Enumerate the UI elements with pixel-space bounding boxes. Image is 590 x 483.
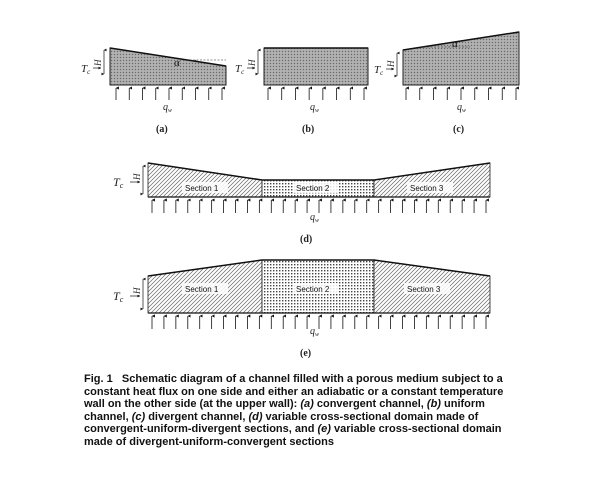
panel-c <box>374 32 519 135</box>
panel-d <box>113 163 490 245</box>
section-3-label-e: Section 3 <box>407 285 441 294</box>
h-label-b: H <box>247 59 257 66</box>
porous-channel-c <box>403 32 519 85</box>
tc-label-c: Tc <box>374 64 384 77</box>
angle-label-a: α <box>174 57 180 69</box>
heat-flux-arrows-a <box>116 88 222 100</box>
qw-label-e: $q_w$ <box>310 326 320 338</box>
tc-label-d: Tc <box>113 175 124 190</box>
qw-label-b: $q_w$ <box>310 102 320 114</box>
caption-text: variable cross-sectional domain made of divergent-uniform-convergent sections <box>84 423 502 448</box>
subfigure-label-b: (b) <box>302 124 315 135</box>
tc-label-b: Tc <box>235 63 245 76</box>
subfigure-label-e: (e) <box>300 348 312 359</box>
tc-label-e: Tc <box>113 289 124 304</box>
h-label-a: H <box>93 59 103 66</box>
section-2-label-d: Section 2 <box>296 184 330 193</box>
subfigure-label-d: (d) <box>300 234 313 245</box>
section-3-label-d: Section 3 <box>410 184 444 193</box>
h-label-e: H <box>132 287 142 294</box>
caption-text: divergent channel, <box>145 410 249 423</box>
angle-label-c: α <box>452 38 458 50</box>
section-2-label-e: Section 2 <box>296 285 330 294</box>
subfigure-label-a: (a) <box>156 124 168 135</box>
porous-channel-b <box>264 48 368 85</box>
heat-flux-arrows-c <box>406 88 516 100</box>
heat-flux-arrows-e <box>152 316 486 329</box>
tc-label-a: Tc <box>81 63 91 76</box>
caption-panel-ref: (d) <box>248 410 263 423</box>
heat-flux-arrows-d <box>152 200 486 213</box>
caption-text: uniform channel, <box>84 398 485 423</box>
section-1-label-e: Section 1 <box>185 285 219 294</box>
h-label-c: H <box>386 60 396 67</box>
caption-text: variable cross-sectional domain made of convergent-uniform-divergent sections, and <box>84 410 479 436</box>
caption-panel-ref: (c) <box>131 410 146 423</box>
caption-panel-ref: (b) <box>426 398 441 411</box>
caption-prefix: Fig. 1 <box>84 373 113 385</box>
porous-channel-a <box>110 48 226 85</box>
qw-label-c: $q_w$ <box>457 102 467 114</box>
panel-b <box>235 48 368 135</box>
subfigure-label-c: (c) <box>453 124 465 135</box>
caption-panel-ref: (a) <box>300 398 314 411</box>
figure-caption <box>84 373 520 449</box>
caption-panel-ref: (e) <box>317 423 331 436</box>
heat-flux-arrows-b <box>268 88 364 100</box>
qw-label-a: $q_w$ <box>163 102 173 114</box>
section-1-label-d: Section 1 <box>185 184 219 193</box>
caption-text: convergent channel, <box>313 398 427 411</box>
caption-text: Schematic diagram of a channel filled with a porous medium subject to a constant heat flux on one side and either an adiabatic or a constant temperature wall on the other side (at the upper wall): <box>84 373 504 411</box>
qw-label-d: $q_w$ <box>310 212 320 224</box>
panel-a <box>81 48 226 135</box>
panel-e <box>113 260 490 359</box>
h-label-d: H <box>132 173 142 180</box>
caption-body <box>84 373 503 448</box>
